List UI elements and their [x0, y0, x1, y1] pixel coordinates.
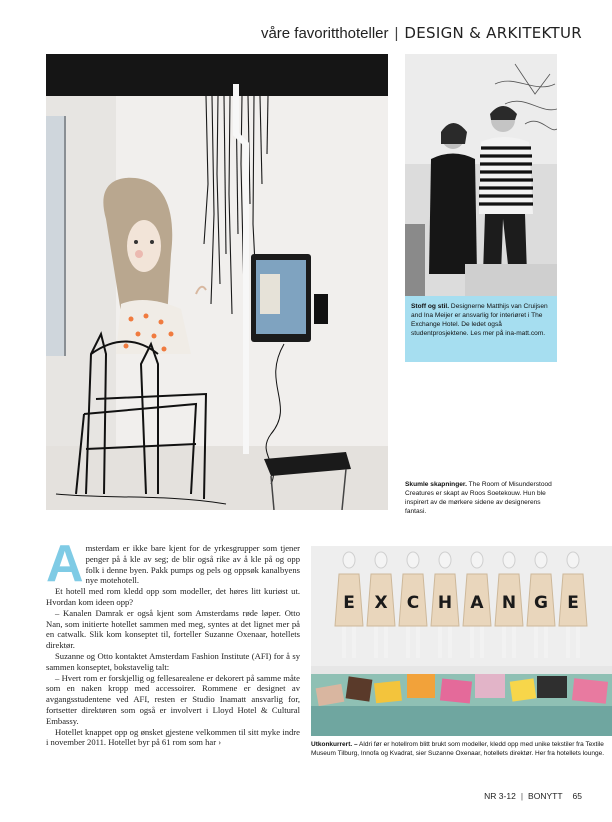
exchange-caption-text: Aldri før er hotellrom blitt brukt som modeller, kledd opp med unike tekstiler fra Textile Museum Tilburg, Innofa og Kvadrat, sier Suzanne Oxenaar, hotellets direktør. Her fra hotellets lounge. [311, 741, 605, 757]
designers-photo [405, 54, 557, 296]
magazine-name: BONYTT [528, 791, 563, 801]
exchange-letter: X [374, 593, 388, 613]
exchange-caption [311, 741, 609, 758]
exchange-letter: H [437, 593, 453, 613]
page-header: våre favoritthoteller | DESIGN & ARKITEKTUR [260, 24, 582, 42]
article-paragraph: – Kanalen Damrak er også kjent som Amsterdams røde løper. Otto Nan, som initierte hotellet sammen med meg, syntes at det lignet mer på en catwalk. Slik kom konseptet til, forteller Suzanne Oxenaar, hotellets direktør. [46, 607, 300, 651]
header-kicker: våre favoritthoteller [260, 25, 389, 42]
designers-caption-lead: Stoff og stil. [411, 303, 450, 310]
exchange-letter: E [343, 593, 355, 613]
exchange-lounge-photo [311, 546, 612, 736]
exchange-letter: N [501, 593, 517, 613]
exchange-illustration [311, 546, 612, 736]
issue-number: NR 3-12 [484, 791, 516, 801]
designers-illustration [405, 54, 557, 296]
exchange-letter: A [470, 593, 484, 613]
article-paragraph: Suzanne og Otto kontaktet Amsterdam Fashion Institute (AFI) for å sy sammen konseptet, bokstavelig talt: [46, 650, 300, 672]
page-footer: NR 3-12 | BONYTT 65 [484, 791, 582, 801]
room-caption [405, 480, 560, 516]
designers-caption [405, 296, 557, 362]
page-number: 65 [572, 791, 582, 801]
article-paragraph: Amsterdam er ikke bare kjent for de yrkesgrupper som tjener penger på å kle av seg; de blir også rike av å kle på og opp folk i denne byen. Pakk pumps og pels og oppsøk kanalbyens nye motehotell. [46, 535, 300, 593]
exchange-letter: E [567, 593, 579, 613]
room-caption-lead: Skumle skapninger. [405, 481, 467, 488]
article-paragraph: Et hotell med rom kledd opp som modeller, det høres litt kuriøst ut. Hvordan kom ideen opp? [46, 586, 300, 607]
article-paragraph: Hotellet knappet opp og ønsket gjestene velkommen til sitt myke indre i november 2011. Hotellet byr på 61 rom som har › [46, 726, 300, 748]
exchange-caption-lead: Utkonkurrert. – [311, 741, 358, 748]
dropcap: A [46, 535, 84, 593]
room-caption-text: The Room of Misunderstood Creatures er skapt av Roos Soetekouw. Hun ble inspirert av de mørkere sidene av designerens fantasi. [405, 481, 552, 515]
article-paragraph: – Hvert rom er forskjellig og fellesarealene er dekorert på samme måte som en naken kropp med accessoirer. Rommene er designet av avgangsstudentene ved AFI, resten er Studio Inamatt ansvarlig for, fortsetter direktøren som også er involvert i Lloyd Hotel & Cultural Embassy. [46, 672, 300, 726]
exchange-letter: C [406, 593, 420, 613]
room-illustration [46, 54, 388, 510]
exchange-letter: G [534, 593, 548, 613]
room-photo [46, 54, 388, 510]
header-section: DESIGN & ARKITEKTUR [404, 24, 582, 42]
designers-caption-text: Designerne Matthijs van Cruijsen and Ina Meijer er ansvarlig for interiøret i The Exchange Hotel. De ledet også studentprosjektene. Les mer på ina-matt.com. [411, 303, 548, 337]
article-body [46, 535, 300, 748]
